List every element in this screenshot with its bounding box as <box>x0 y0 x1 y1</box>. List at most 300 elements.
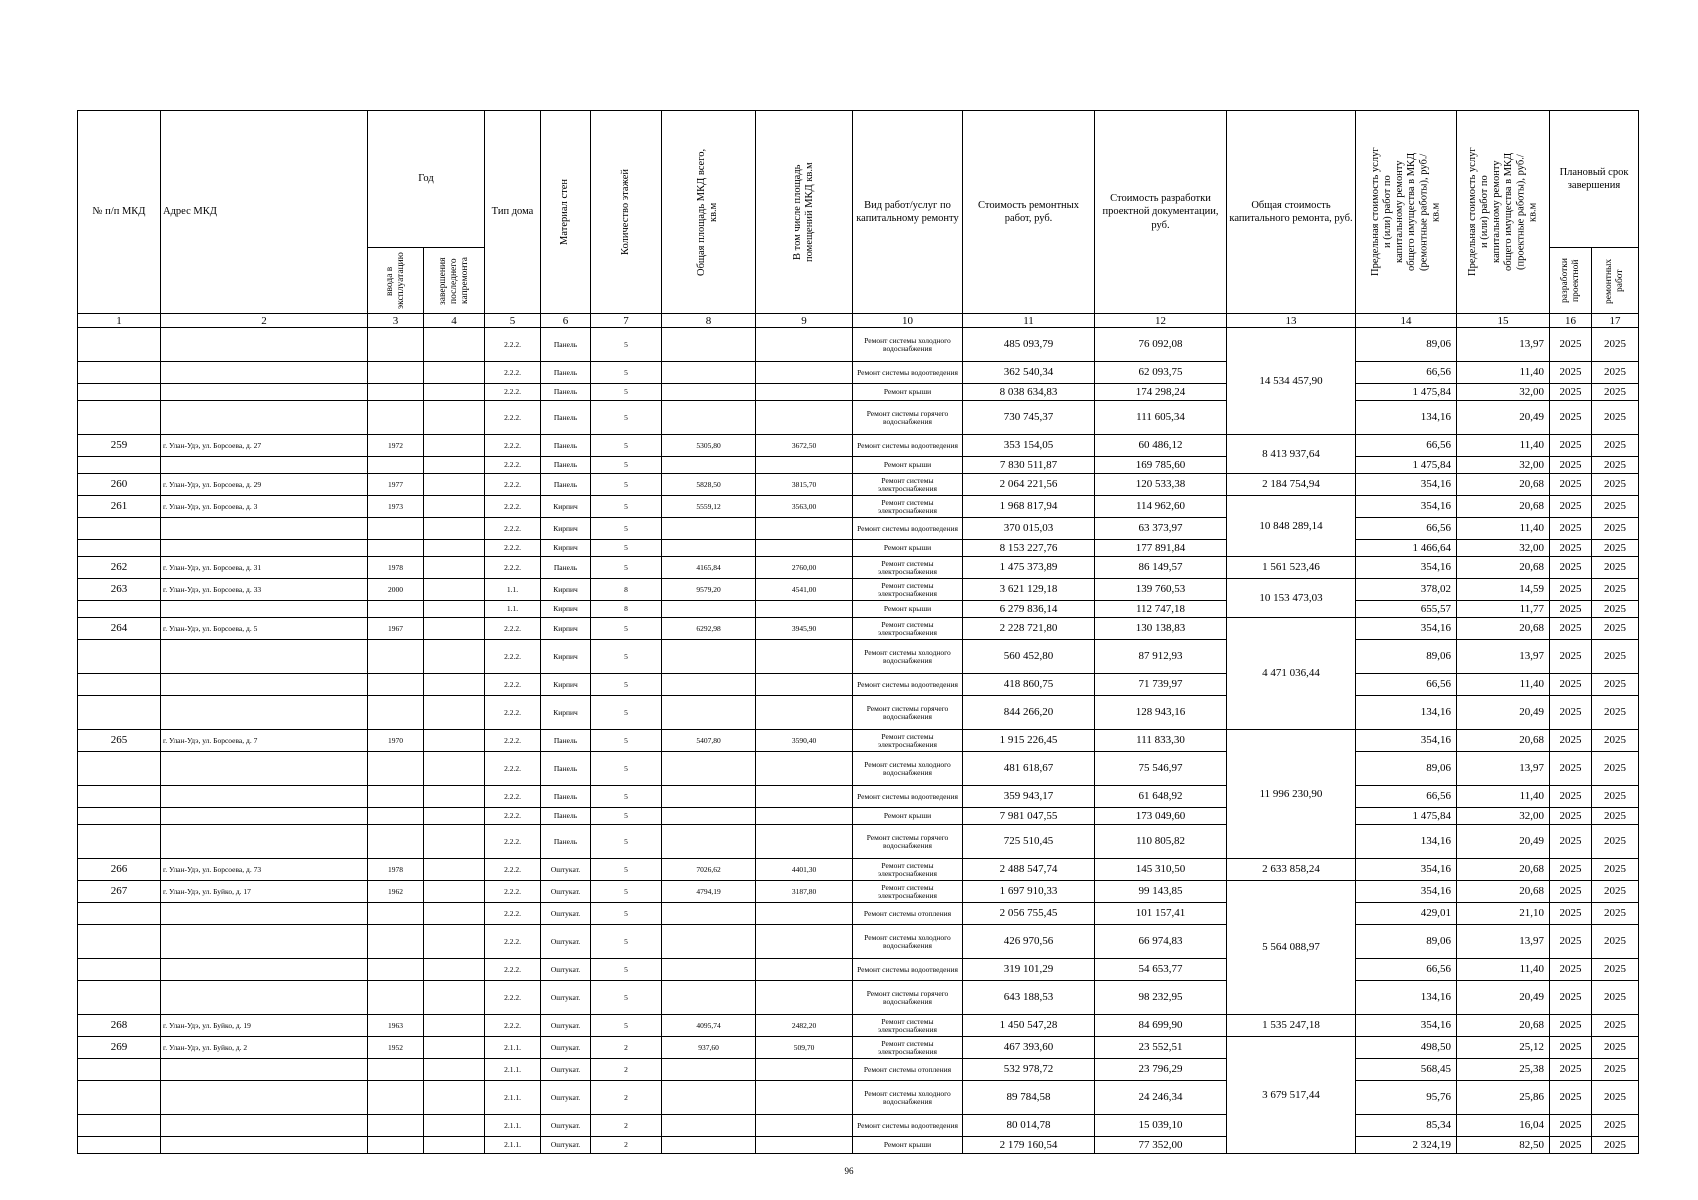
row-deadline-repair: 2025 <box>1592 1059 1639 1081</box>
row-number <box>78 362 161 384</box>
row-limit-design: 32,00 <box>1457 457 1550 474</box>
row-total-cost: 8 413 937,64 <box>1227 435 1356 474</box>
table-row <box>78 674 1639 696</box>
row-number <box>78 601 161 618</box>
header-number: № п/п МКД <box>78 111 161 314</box>
row-total-area <box>662 674 756 696</box>
header-limit-design: Предельная стоимость услуг и (или) работ по капитальному ремонту общего имущества в МКД (проектные работы), руб./кв.м <box>1457 111 1550 314</box>
row-repair-cost: 6 279 836,14 <box>963 601 1095 618</box>
row-limit-design: 20,68 <box>1457 730 1550 752</box>
row-work-type: Ремонт системы отопления <box>853 903 963 925</box>
row-total-cost: 10 848 289,14 <box>1227 496 1356 557</box>
table-row <box>78 859 1639 881</box>
row-repair-cost: 844 266,20 <box>963 696 1095 730</box>
row-year-last-repair <box>424 825 485 859</box>
row-limit-design: 25,38 <box>1457 1059 1550 1081</box>
table-row <box>78 601 1639 618</box>
row-wall-material: Панель <box>541 474 591 496</box>
row-work-type: Ремонт системы холодного водоснабжения <box>853 1081 963 1115</box>
row-repair-cost: 7 830 511,87 <box>963 457 1095 474</box>
row-year-commission: 1978 <box>368 557 424 579</box>
row-premises-area <box>756 1115 853 1137</box>
row-wall-material: Панель <box>541 786 591 808</box>
row-work-type: Ремонт крыши <box>853 540 963 557</box>
row-premises-area <box>756 903 853 925</box>
row-deadline-design: 2025 <box>1550 959 1592 981</box>
row-repair-cost: 2 228 721,80 <box>963 618 1095 640</box>
row-premises-area: 3563,00 <box>756 496 853 518</box>
row-design-cost: 101 157,41 <box>1095 903 1227 925</box>
row-house-type: 2.2.2. <box>485 401 541 435</box>
row-limit-design: 20,49 <box>1457 825 1550 859</box>
table-row <box>78 959 1639 981</box>
row-design-cost: 77 352,00 <box>1095 1137 1227 1154</box>
row-number <box>78 696 161 730</box>
row-premises-area: 2482,20 <box>756 1015 853 1037</box>
row-repair-cost: 2 064 221,56 <box>963 474 1095 496</box>
row-limit-design: 25,12 <box>1457 1037 1550 1059</box>
row-floors: 5 <box>591 696 662 730</box>
row-year-commission <box>368 601 424 618</box>
row-limit-design: 21,10 <box>1457 903 1550 925</box>
table-row <box>78 496 1639 518</box>
row-house-type: 2.2.2. <box>485 1015 541 1037</box>
row-limit-design: 20,68 <box>1457 557 1550 579</box>
row-premises-area <box>756 384 853 401</box>
row-year-last-repair <box>424 1115 485 1137</box>
row-year-last-repair <box>424 557 485 579</box>
row-limit-repair: 134,16 <box>1356 825 1457 859</box>
row-address <box>161 959 368 981</box>
row-address: г. Улан-Удэ, ул. Борсоева, д. 27 <box>161 435 368 457</box>
row-limit-repair: 89,06 <box>1356 925 1457 959</box>
row-design-cost: 173 049,60 <box>1095 808 1227 825</box>
row-limit-design: 16,04 <box>1457 1115 1550 1137</box>
row-limit-repair: 85,34 <box>1356 1115 1457 1137</box>
row-repair-cost: 467 393,60 <box>963 1037 1095 1059</box>
row-wall-material: Панель <box>541 435 591 457</box>
row-wall-material: Оштукат. <box>541 925 591 959</box>
row-floors: 5 <box>591 674 662 696</box>
row-year-last-repair <box>424 808 485 825</box>
row-total-area <box>662 384 756 401</box>
row-year-commission <box>368 518 424 540</box>
row-house-type: 2.2.2. <box>485 384 541 401</box>
row-number: 259 <box>78 435 161 457</box>
row-address <box>161 401 368 435</box>
row-limit-design: 20,49 <box>1457 696 1550 730</box>
row-premises-area <box>756 752 853 786</box>
row-deadline-repair: 2025 <box>1592 959 1639 981</box>
row-number: 261 <box>78 496 161 518</box>
row-limit-repair: 354,16 <box>1356 881 1457 903</box>
row-total-area <box>662 903 756 925</box>
row-deadline-design: 2025 <box>1550 981 1592 1015</box>
table-row <box>78 457 1639 474</box>
row-year-last-repair <box>424 730 485 752</box>
row-limit-repair: 655,57 <box>1356 601 1457 618</box>
row-number: 262 <box>78 557 161 579</box>
row-year-last-repair <box>424 1015 485 1037</box>
column-number: 2 <box>161 314 368 328</box>
row-year-last-repair <box>424 328 485 362</box>
row-total-cost: 1 535 247,18 <box>1227 1015 1356 1037</box>
row-deadline-repair: 2025 <box>1592 1081 1639 1115</box>
row-limit-design: 20,68 <box>1457 881 1550 903</box>
row-design-cost: 15 039,10 <box>1095 1115 1227 1137</box>
row-deadline-design: 2025 <box>1550 640 1592 674</box>
row-repair-cost: 89 784,58 <box>963 1081 1095 1115</box>
row-deadline-design: 2025 <box>1550 384 1592 401</box>
row-floors: 2 <box>591 1059 662 1081</box>
row-premises-area: 509,70 <box>756 1037 853 1059</box>
row-total-cost: 11 996 230,90 <box>1227 730 1356 859</box>
row-number <box>78 457 161 474</box>
row-wall-material: Кирпич <box>541 496 591 518</box>
row-deadline-repair: 2025 <box>1592 825 1639 859</box>
row-number <box>78 808 161 825</box>
row-floors: 5 <box>591 401 662 435</box>
header-repair-cost: Стоимость ремонтных работ, руб. <box>963 111 1095 314</box>
row-year-commission <box>368 808 424 825</box>
row-total-area: 7026,62 <box>662 859 756 881</box>
row-limit-design: 20,68 <box>1457 474 1550 496</box>
row-year-last-repair <box>424 752 485 786</box>
row-floors: 5 <box>591 881 662 903</box>
row-address <box>161 1059 368 1081</box>
column-number: 11 <box>963 314 1095 328</box>
row-floors: 5 <box>591 825 662 859</box>
page-number: 96 <box>844 1166 854 1176</box>
row-address <box>161 808 368 825</box>
table-row <box>78 435 1639 457</box>
row-limit-repair: 89,06 <box>1356 640 1457 674</box>
row-deadline-repair: 2025 <box>1592 1037 1639 1059</box>
table-row <box>78 808 1639 825</box>
row-wall-material: Панель <box>541 401 591 435</box>
column-number: 13 <box>1227 314 1356 328</box>
row-limit-design: 20,68 <box>1457 496 1550 518</box>
row-work-type: Ремонт системы электроснабжения <box>853 474 963 496</box>
row-wall-material: Панель <box>541 328 591 362</box>
row-total-area <box>662 752 756 786</box>
row-repair-cost: 485 093,79 <box>963 328 1095 362</box>
row-deadline-design: 2025 <box>1550 859 1592 881</box>
row-limit-repair: 354,16 <box>1356 618 1457 640</box>
row-number <box>78 401 161 435</box>
row-work-type: Ремонт системы электроснабжения <box>853 557 963 579</box>
row-wall-material: Оштукат. <box>541 1137 591 1154</box>
row-year-commission <box>368 1137 424 1154</box>
row-address: г. Улан-Удэ, ул. Борсоева, д. 31 <box>161 557 368 579</box>
row-limit-repair: 1 475,84 <box>1356 457 1457 474</box>
row-limit-design: 82,50 <box>1457 1137 1550 1154</box>
row-year-last-repair <box>424 925 485 959</box>
row-premises-area <box>756 786 853 808</box>
row-limit-repair: 134,16 <box>1356 696 1457 730</box>
row-deadline-design: 2025 <box>1550 881 1592 903</box>
header-year: Год <box>368 111 485 248</box>
row-year-commission <box>368 696 424 730</box>
row-floors: 2 <box>591 1037 662 1059</box>
row-wall-material: Кирпич <box>541 540 591 557</box>
row-total-cost: 2 184 754,94 <box>1227 474 1356 496</box>
row-house-type: 2.1.1. <box>485 1037 541 1059</box>
row-work-type: Ремонт системы холодного водоснабжения <box>853 752 963 786</box>
table-row <box>78 384 1639 401</box>
row-total-area: 5828,50 <box>662 474 756 496</box>
row-wall-material: Кирпич <box>541 518 591 540</box>
row-work-type: Ремонт крыши <box>853 1137 963 1154</box>
row-deadline-repair: 2025 <box>1592 674 1639 696</box>
header-deadline-design: разработки проектной <box>1550 248 1592 314</box>
row-deadline-repair: 2025 <box>1592 474 1639 496</box>
row-year-last-repair <box>424 674 485 696</box>
row-limit-design: 13,97 <box>1457 925 1550 959</box>
row-total-area <box>662 786 756 808</box>
row-limit-repair: 95,76 <box>1356 1081 1457 1115</box>
row-design-cost: 110 805,82 <box>1095 825 1227 859</box>
row-floors: 5 <box>591 808 662 825</box>
row-work-type: Ремонт крыши <box>853 808 963 825</box>
row-wall-material: Панель <box>541 752 591 786</box>
row-design-cost: 99 143,85 <box>1095 881 1227 903</box>
row-wall-material: Панель <box>541 362 591 384</box>
column-number: 15 <box>1457 314 1550 328</box>
row-repair-cost: 725 510,45 <box>963 825 1095 859</box>
row-work-type: Ремонт системы холодного водоснабжения <box>853 328 963 362</box>
row-limit-repair: 66,56 <box>1356 518 1457 540</box>
row-limit-design: 11,40 <box>1457 959 1550 981</box>
table-row <box>78 925 1639 959</box>
row-number <box>78 1137 161 1154</box>
row-work-type: Ремонт системы электроснабжения <box>853 1037 963 1059</box>
row-year-last-repair <box>424 457 485 474</box>
row-work-type: Ремонт системы электроснабжения <box>853 859 963 881</box>
row-limit-repair: 498,50 <box>1356 1037 1457 1059</box>
row-wall-material: Панель <box>541 457 591 474</box>
column-number: 1 <box>78 314 161 328</box>
column-number: 12 <box>1095 314 1227 328</box>
row-deadline-design: 2025 <box>1550 401 1592 435</box>
row-wall-material: Кирпич <box>541 640 591 674</box>
row-total-area <box>662 696 756 730</box>
row-address <box>161 457 368 474</box>
table-header <box>78 111 1639 328</box>
column-number: 9 <box>756 314 853 328</box>
row-house-type: 2.2.2. <box>485 959 541 981</box>
row-house-type: 2.2.2. <box>485 618 541 640</box>
row-house-type: 2.2.2. <box>485 981 541 1015</box>
row-work-type: Ремонт системы электроснабжения <box>853 496 963 518</box>
row-year-commission <box>368 925 424 959</box>
row-total-area: 937,60 <box>662 1037 756 1059</box>
row-number: 269 <box>78 1037 161 1059</box>
row-year-commission <box>368 903 424 925</box>
row-house-type: 2.2.2. <box>485 674 541 696</box>
row-design-cost: 86 149,57 <box>1095 557 1227 579</box>
row-house-type: 2.2.2. <box>485 496 541 518</box>
row-year-commission <box>368 825 424 859</box>
row-work-type: Ремонт крыши <box>853 601 963 618</box>
row-limit-repair: 1 475,84 <box>1356 384 1457 401</box>
row-year-commission <box>368 362 424 384</box>
header-house-type: Тип дома <box>485 111 541 314</box>
row-house-type: 2.2.2. <box>485 518 541 540</box>
row-year-last-repair <box>424 518 485 540</box>
row-wall-material: Оштукат. <box>541 1081 591 1115</box>
row-address: г. Улан-Удэ, ул. Борсоева, д. 29 <box>161 474 368 496</box>
row-floors: 2 <box>591 1115 662 1137</box>
row-wall-material: Оштукат. <box>541 1037 591 1059</box>
row-address <box>161 518 368 540</box>
row-address <box>161 1081 368 1115</box>
row-total-area: 4095,74 <box>662 1015 756 1037</box>
row-design-cost: 174 298,24 <box>1095 384 1227 401</box>
row-repair-cost: 2 179 160,54 <box>963 1137 1095 1154</box>
row-house-type: 2.2.2. <box>485 540 541 557</box>
row-design-cost: 76 092,08 <box>1095 328 1227 362</box>
row-year-commission: 1978 <box>368 859 424 881</box>
row-repair-cost: 643 188,53 <box>963 981 1095 1015</box>
table-row <box>78 557 1639 579</box>
row-number <box>78 786 161 808</box>
header-deadline: Плановый срок завершения <box>1550 111 1639 248</box>
row-total-cost: 14 534 457,90 <box>1227 328 1356 435</box>
row-work-type: Ремонт системы холодного водоснабжения <box>853 640 963 674</box>
row-design-cost: 169 785,60 <box>1095 457 1227 474</box>
row-design-cost: 23 796,29 <box>1095 1059 1227 1081</box>
row-limit-design: 20,49 <box>1457 981 1550 1015</box>
row-design-cost: 75 546,97 <box>1095 752 1227 786</box>
row-limit-repair: 354,16 <box>1356 859 1457 881</box>
row-address: г. Улан-Удэ, ул. Борсоева, д. 3 <box>161 496 368 518</box>
row-total-area <box>662 328 756 362</box>
header-wall-material: Материал стен <box>541 111 591 314</box>
row-work-type: Ремонт системы электроснабжения <box>853 1015 963 1037</box>
row-year-commission: 1973 <box>368 496 424 518</box>
row-deadline-design: 2025 <box>1550 674 1592 696</box>
row-floors: 8 <box>591 579 662 601</box>
row-number <box>78 384 161 401</box>
row-deadline-repair: 2025 <box>1592 1137 1639 1154</box>
row-limit-design: 11,40 <box>1457 518 1550 540</box>
row-wall-material: Панель <box>541 557 591 579</box>
capital-repair-table <box>77 110 1639 1154</box>
row-design-cost: 120 533,38 <box>1095 474 1227 496</box>
row-total-cost: 5 564 088,97 <box>1227 881 1356 1015</box>
row-number: 267 <box>78 881 161 903</box>
row-repair-cost: 481 618,67 <box>963 752 1095 786</box>
row-premises-area <box>756 674 853 696</box>
row-deadline-repair: 2025 <box>1592 362 1639 384</box>
row-house-type: 2.2.2. <box>485 557 541 579</box>
row-work-type: Ремонт системы электроснабжения <box>853 618 963 640</box>
table-row <box>78 903 1639 925</box>
row-premises-area <box>756 328 853 362</box>
row-total-cost: 3 679 517,44 <box>1227 1037 1356 1154</box>
table-row <box>78 540 1639 557</box>
row-house-type: 2.1.1. <box>485 1115 541 1137</box>
row-work-type: Ремонт системы горячего водоснабжения <box>853 401 963 435</box>
row-design-cost: 111 605,34 <box>1095 401 1227 435</box>
row-limit-repair: 354,16 <box>1356 1015 1457 1037</box>
row-total-area <box>662 457 756 474</box>
row-year-last-repair <box>424 579 485 601</box>
row-limit-design: 13,97 <box>1457 640 1550 674</box>
row-limit-design: 32,00 <box>1457 540 1550 557</box>
row-work-type: Ремонт системы горячего водоснабжения <box>853 981 963 1015</box>
row-total-area <box>662 825 756 859</box>
row-wall-material: Панель <box>541 808 591 825</box>
row-number <box>78 1081 161 1115</box>
row-house-type: 2.2.2. <box>485 640 541 674</box>
row-deadline-design: 2025 <box>1550 474 1592 496</box>
row-design-cost: 60 486,12 <box>1095 435 1227 457</box>
row-address: г. Улан-Удэ, ул. Борсоева, д. 33 <box>161 579 368 601</box>
row-deadline-repair: 2025 <box>1592 925 1639 959</box>
row-deadline-repair: 2025 <box>1592 1015 1639 1037</box>
row-year-commission <box>368 1081 424 1115</box>
row-limit-repair: 66,56 <box>1356 362 1457 384</box>
row-address <box>161 601 368 618</box>
row-limit-repair: 66,56 <box>1356 786 1457 808</box>
row-wall-material: Оштукат. <box>541 1015 591 1037</box>
row-repair-cost: 2 488 547,74 <box>963 859 1095 881</box>
row-premises-area: 2760,00 <box>756 557 853 579</box>
row-repair-cost: 1 697 910,33 <box>963 881 1095 903</box>
row-total-area <box>662 1081 756 1115</box>
row-limit-design: 32,00 <box>1457 384 1550 401</box>
row-repair-cost: 1 475 373,89 <box>963 557 1095 579</box>
row-repair-cost: 8 153 227,76 <box>963 540 1095 557</box>
row-year-last-repair <box>424 618 485 640</box>
row-year-last-repair <box>424 496 485 518</box>
table-row <box>78 1037 1639 1059</box>
row-work-type: Ремонт системы водоотведения <box>853 435 963 457</box>
column-number: 8 <box>662 314 756 328</box>
row-limit-repair: 89,06 <box>1356 328 1457 362</box>
row-address: г. Улан-Удэ, ул. Буйко, д. 19 <box>161 1015 368 1037</box>
row-deadline-repair: 2025 <box>1592 881 1639 903</box>
row-deadline-repair: 2025 <box>1592 435 1639 457</box>
row-address <box>161 903 368 925</box>
row-year-commission <box>368 786 424 808</box>
row-deadline-repair: 2025 <box>1592 1115 1639 1137</box>
row-total-area: 4794,19 <box>662 881 756 903</box>
row-work-type: Ремонт системы горячего водоснабжения <box>853 825 963 859</box>
row-total-area: 6292,98 <box>662 618 756 640</box>
row-work-type: Ремонт системы отопления <box>853 1059 963 1081</box>
row-year-commission <box>368 457 424 474</box>
row-total-area <box>662 808 756 825</box>
row-floors: 5 <box>591 518 662 540</box>
table-row <box>78 1137 1639 1154</box>
row-premises-area <box>756 640 853 674</box>
row-premises-area <box>756 601 853 618</box>
header-total-cost: Общая стоимость капитального ремонта, руб. <box>1227 111 1356 314</box>
row-number: 265 <box>78 730 161 752</box>
row-design-cost: 87 912,93 <box>1095 640 1227 674</box>
row-house-type: 2.2.2. <box>485 474 541 496</box>
row-limit-design: 20,49 <box>1457 401 1550 435</box>
row-premises-area: 4541,00 <box>756 579 853 601</box>
row-design-cost: 114 962,60 <box>1095 496 1227 518</box>
row-number <box>78 752 161 786</box>
row-deadline-design: 2025 <box>1550 730 1592 752</box>
row-total-cost: 4 471 036,44 <box>1227 618 1356 730</box>
row-year-last-repair <box>424 959 485 981</box>
